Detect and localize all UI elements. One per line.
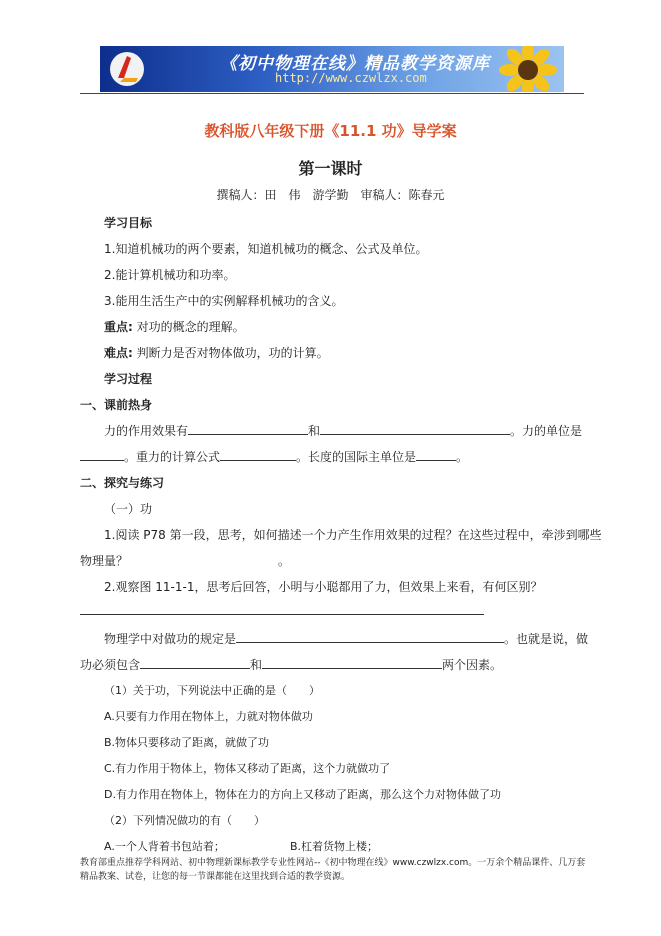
question-1-line1: 1.阅读 P78 第一段，思考，如何描述一个力产生作用效果的过程？在这些过程中，牵涉到哪些 xyxy=(104,528,602,542)
question-2: 2.观察图 11-1-1，思考后回答，小明与小聪都用了力，但效果上来看，有何区别？ xyxy=(104,580,543,594)
blank[interactable] xyxy=(140,657,250,669)
definition-line1 xyxy=(104,630,588,647)
mc1-option-b: B.物体只要移动了距离，就做了功 xyxy=(104,736,270,749)
mc1-option-d: D.有力作用在物体上，物体在力的方向上又移动了距离，那么这个力对物体做了功 xyxy=(104,788,501,801)
warm-f: 。 xyxy=(456,450,469,464)
subsection-work: （一）功 xyxy=(104,502,153,516)
key-label: 重点: xyxy=(104,320,133,334)
warm-e: 。长度的国际主单位是 xyxy=(296,450,417,464)
mc2-question: （2）下列情况做功的有（ ） xyxy=(104,814,265,827)
blank[interactable] xyxy=(236,631,504,643)
goal-1: 1.知道机械功的两个要素，知道机械功的概念、公式及单位。 xyxy=(104,242,428,256)
blank[interactable] xyxy=(80,449,124,461)
banner-title: 《初中物理在线》精品教学资源库 xyxy=(220,54,490,74)
warm-d: 。重力的计算公式 xyxy=(124,450,221,464)
goal-2: 2.能计算机械功和功率。 xyxy=(104,268,236,282)
blank[interactable] xyxy=(416,449,456,461)
mc1-question: （1）关于功，下列说法中正确的是（ ） xyxy=(104,684,320,697)
warmup-line2 xyxy=(80,448,468,465)
goals-heading: 学习目标 xyxy=(104,216,153,230)
warm-a: 力的作用效果有 xyxy=(104,424,189,438)
blank[interactable] xyxy=(320,423,510,435)
site-logo-icon xyxy=(108,50,146,88)
warm-c: 。力的单位是 xyxy=(510,424,583,438)
doc-authors: 撰稿人：田 伟 游学勤 审稿人：陈春元 xyxy=(216,188,445,202)
question-1-line2 xyxy=(80,552,290,569)
def-a: 物理学中对做功的规定是 xyxy=(104,632,237,646)
warm-b: 和 xyxy=(308,424,321,438)
process-heading: 学习过程 xyxy=(104,372,153,386)
blank[interactable] xyxy=(262,657,442,669)
section2-heading: 二、探究与练习 xyxy=(80,476,165,490)
banner-url[interactable]: http://www.czwlzx.com xyxy=(275,71,427,85)
header-divider xyxy=(80,93,584,94)
mc1-option-a: A.只要有力作用在物体上，力就对物体做功 xyxy=(104,710,313,723)
sunflower-icon xyxy=(498,46,558,92)
mc2-option-a: A.一个人背着书包站着； xyxy=(104,840,225,853)
mc1-option-c: C.有力作用于物体上，物体又移动了距离，这个力就做功了 xyxy=(104,762,391,775)
q1-end: 。 xyxy=(278,554,291,568)
section1-heading: 一、课前热身 xyxy=(80,398,153,412)
diff-text: 判断力是否对物体做功，功的计算。 xyxy=(132,346,329,360)
def-e: 两个因素。 xyxy=(442,658,503,672)
difficult-point xyxy=(104,344,329,361)
def-b: 。也就是说，做 xyxy=(504,632,589,646)
q1-text: 物理量？ xyxy=(80,554,129,568)
definition-line2 xyxy=(80,656,502,673)
doc-subtitle: 第一课时 xyxy=(298,159,363,178)
key-point xyxy=(104,318,245,335)
answer-line[interactable] xyxy=(80,614,484,615)
warmup-line1 xyxy=(104,422,582,439)
page-footer: 教育部重点推荐学科网站、初中物理新课标教学专业性网站--《初中物理在线》www.czwlzx.com。一万余个精品课件、几万套精品教案、试卷，让您的每一节课都能在这里找到合适的教学资源。 xyxy=(80,858,586,882)
blank[interactable] xyxy=(220,449,296,461)
goal-3: 3.能用生活生产中的实例解释机械功的含义。 xyxy=(104,294,344,308)
header-banner xyxy=(100,46,564,92)
def-d: 和 xyxy=(250,658,263,672)
mc2-option-b: B.杠着货物上楼； xyxy=(290,840,379,853)
def-c: 功必须包含 xyxy=(80,658,141,672)
blank[interactable] xyxy=(188,423,308,435)
key-text: 对功的概念的理解。 xyxy=(132,320,245,334)
doc-title: 教科版八年级下册《11.1 功》导学案 xyxy=(204,122,457,140)
diff-label: 难点: xyxy=(104,346,133,360)
